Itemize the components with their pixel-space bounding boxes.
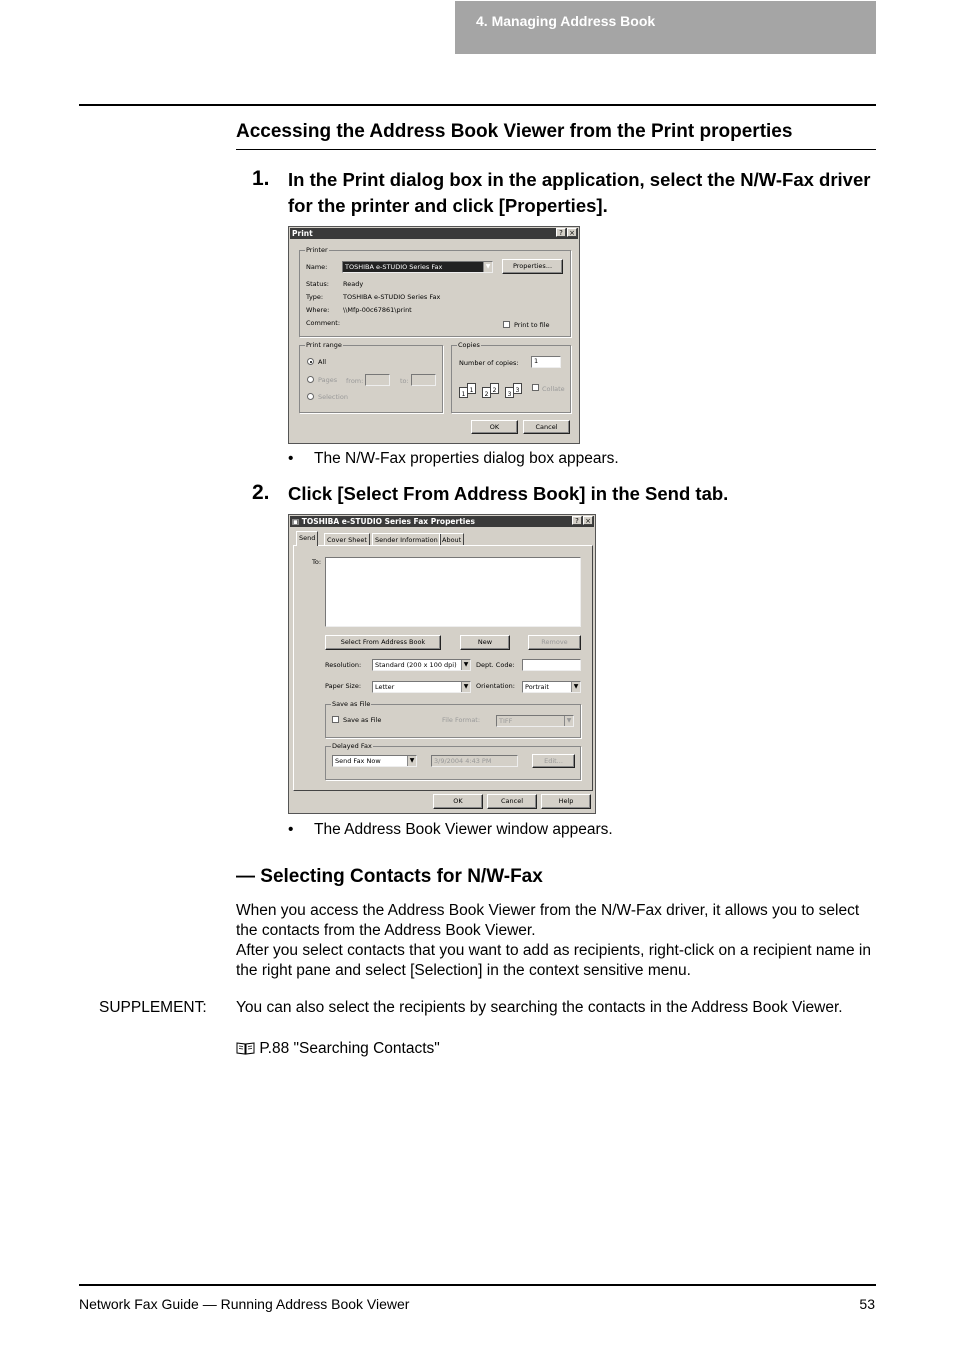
paper-size-select[interactable] [372,681,471,693]
tab-sender-information[interactable]: Sender Information [372,533,441,545]
supplement-reference[interactable] [236,1039,440,1059]
subsection-paragraph-1: When you access the Address Book Viewer from the N/W-Fax driver, it allows you to select the contacts from the Address Book Viewer. [236,902,860,939]
close-icon[interactable]: × [567,228,577,237]
supplement-reference-text[interactable]: P.88 "Searching Contacts" [259,1040,440,1057]
print-to-file-checkbox[interactable] [503,321,510,328]
chevron-down-icon: ▼ [461,682,470,692]
fax-dialog-titlebar [290,516,594,527]
chevron-down-icon: ▼ [407,756,416,766]
resolution-label: Resolution: [325,661,362,669]
close-icon[interactable]: × [583,516,593,525]
chevron-down-icon: ▼ [564,716,573,726]
status-value: Ready [343,280,364,288]
file-format-label: File Format: [442,716,481,724]
chapter-tab [455,1,876,54]
page-2b-icon: 2 [490,383,499,394]
resolution-select[interactable] [372,659,471,671]
chapter-title: 4. Managing Address Book [476,13,656,29]
step-2-bullet: • [288,821,294,838]
copies-count-label: Number of copies: [459,359,519,367]
delayed-fax-select[interactable] [332,755,417,767]
to-label: To: [312,558,322,566]
help-icon[interactable]: ? [556,228,566,237]
chevron-down-icon: ▼ [461,660,470,670]
cancel-button[interactable]: Cancel [487,794,537,809]
range-selection-label: Selection [318,393,348,401]
page-1-icon: 1 [459,387,468,398]
footer-rule [79,1284,876,1286]
range-from-label: from: [346,377,364,385]
remove-button[interactable]: Remove [528,635,581,650]
help-button[interactable]: Help [541,794,591,809]
status-label: Status: [306,280,329,288]
orientation-label: Orientation: [476,682,515,690]
print-to-file-label: Print to file [514,321,550,329]
step-2-text: Click [Select From Address Book] in the Send tab. [288,483,729,504]
file-format-value: TIFF [499,717,513,725]
copies-value: 1 [534,357,539,365]
collate-checkbox[interactable] [532,384,539,391]
ok-button[interactable]: OK [471,420,518,434]
range-selection-radio[interactable] [307,393,314,400]
page-1b-icon: 1 [467,383,476,394]
range-to-input[interactable] [411,374,436,386]
save-as-file-label: Save as File [343,716,382,724]
subsection-paragraph-2: After you select contacts that you want to add as recipients, right-click on a recipient name in the right pane and select [Selection] in the context sensitive menu. [236,942,871,979]
dept-code-input[interactable] [522,659,581,671]
printer-name-value: TOSHIBA e-STUDIO Series Fax [345,263,443,271]
supplement-label: SUPPLEMENT: [99,999,207,1016]
collate-label: Collate [542,385,565,393]
delayed-time-value: 3/9/2004 4:43 PM [434,757,492,765]
step-1-bullet: • [288,450,294,467]
top-rule [79,104,876,106]
edit-button[interactable]: Edit... [532,754,575,768]
name-label: Name: [306,263,328,271]
to-recipients-box[interactable] [325,557,581,627]
resolution-value: Standard (200 x 100 dpi) [375,661,457,669]
page-2-icon: 2 [482,387,491,398]
print-dialog-titlebar: Print [290,228,578,239]
cancel-button[interactable]: Cancel [523,420,570,434]
page-3b-icon: 3 [513,383,522,394]
new-button[interactable]: New [460,635,510,650]
select-from-address-book-button[interactable]: Select From Address Book [325,635,441,650]
tab-send[interactable]: Send [296,531,318,546]
range-all-radio[interactable] [307,358,314,365]
fax-properties-dialog-screenshot [288,514,596,814]
page-3-icon: 3 [505,387,514,398]
chevron-down-icon: ▼ [483,262,492,272]
delayed-time-input[interactable] [431,755,518,767]
tab-about[interactable]: About [439,533,464,545]
range-from-input[interactable] [365,374,390,386]
footer-title: Network Fax Guide — Running Address Book Viewer [79,1296,410,1312]
section-rule [236,149,876,150]
subsection-title: — Selecting Contacts for N/W-Fax [236,866,543,887]
printer-group-label: Printer [306,246,328,254]
type-label: Type: [306,293,324,301]
orientation-value: Portrait [525,683,549,691]
where-value: \\Mfp-00c67861\print [343,306,412,314]
supplement-text: You can also select the recipients by searching the contacts in the Address Book Viewer. [236,999,843,1016]
section-title: Accessing the Address Book Viewer from the Print properties [236,121,793,142]
printer-name-select[interactable] [342,261,493,273]
properties-button[interactable]: Properties... [502,259,563,274]
where-label: Where: [306,306,330,314]
range-pages-label: Pages [318,376,338,384]
print-range-label: Print range [306,341,342,349]
tab-cover-sheet[interactable]: Cover Sheet [324,533,370,545]
paper-size-value: Letter [375,683,395,691]
ok-button[interactable]: OK [433,794,483,809]
page-number: 53 [859,1296,875,1312]
save-as-file-checkbox[interactable] [332,716,339,723]
step-2-result: The Address Book Viewer window appears. [314,821,613,838]
printer-icon: ▣ [292,517,302,526]
save-as-file-group-label: Save as File [332,700,371,708]
orientation-select[interactable] [522,681,581,693]
step-1-number: 1. [252,167,270,190]
delayed-fax-value: Send Fax Now [335,757,381,765]
range-to-label: to: [400,377,409,385]
fax-dialog-title: TOSHIBA e-STUDIO Series Fax Properties [301,517,475,526]
copies-input[interactable] [531,356,561,368]
help-icon[interactable]: ? [572,516,582,525]
step-2-number: 2. [252,481,270,504]
print-dialog-screenshot [288,226,580,444]
paper-size-label: Paper Size: [325,682,362,690]
book-icon [236,1041,255,1055]
step-1-text: In the Print dialog box in the application, select the N/W-Fax driver for the printer and click [Properties]. [288,169,871,216]
range-all-label: All [318,358,327,366]
type-value: TOSHIBA e-STUDIO Series Fax [343,293,441,301]
file-format-select[interactable] [496,715,574,727]
chevron-down-icon: ▼ [571,682,580,692]
comment-label: Comment: [306,319,341,327]
delayed-fax-group-label: Delayed Fax [332,742,372,750]
dept-code-label: Dept. Code: [476,661,515,669]
range-pages-radio[interactable] [307,376,314,383]
copies-label: Copies [458,341,480,349]
step-1-result: The N/W-Fax properties dialog box appears. [314,450,619,467]
